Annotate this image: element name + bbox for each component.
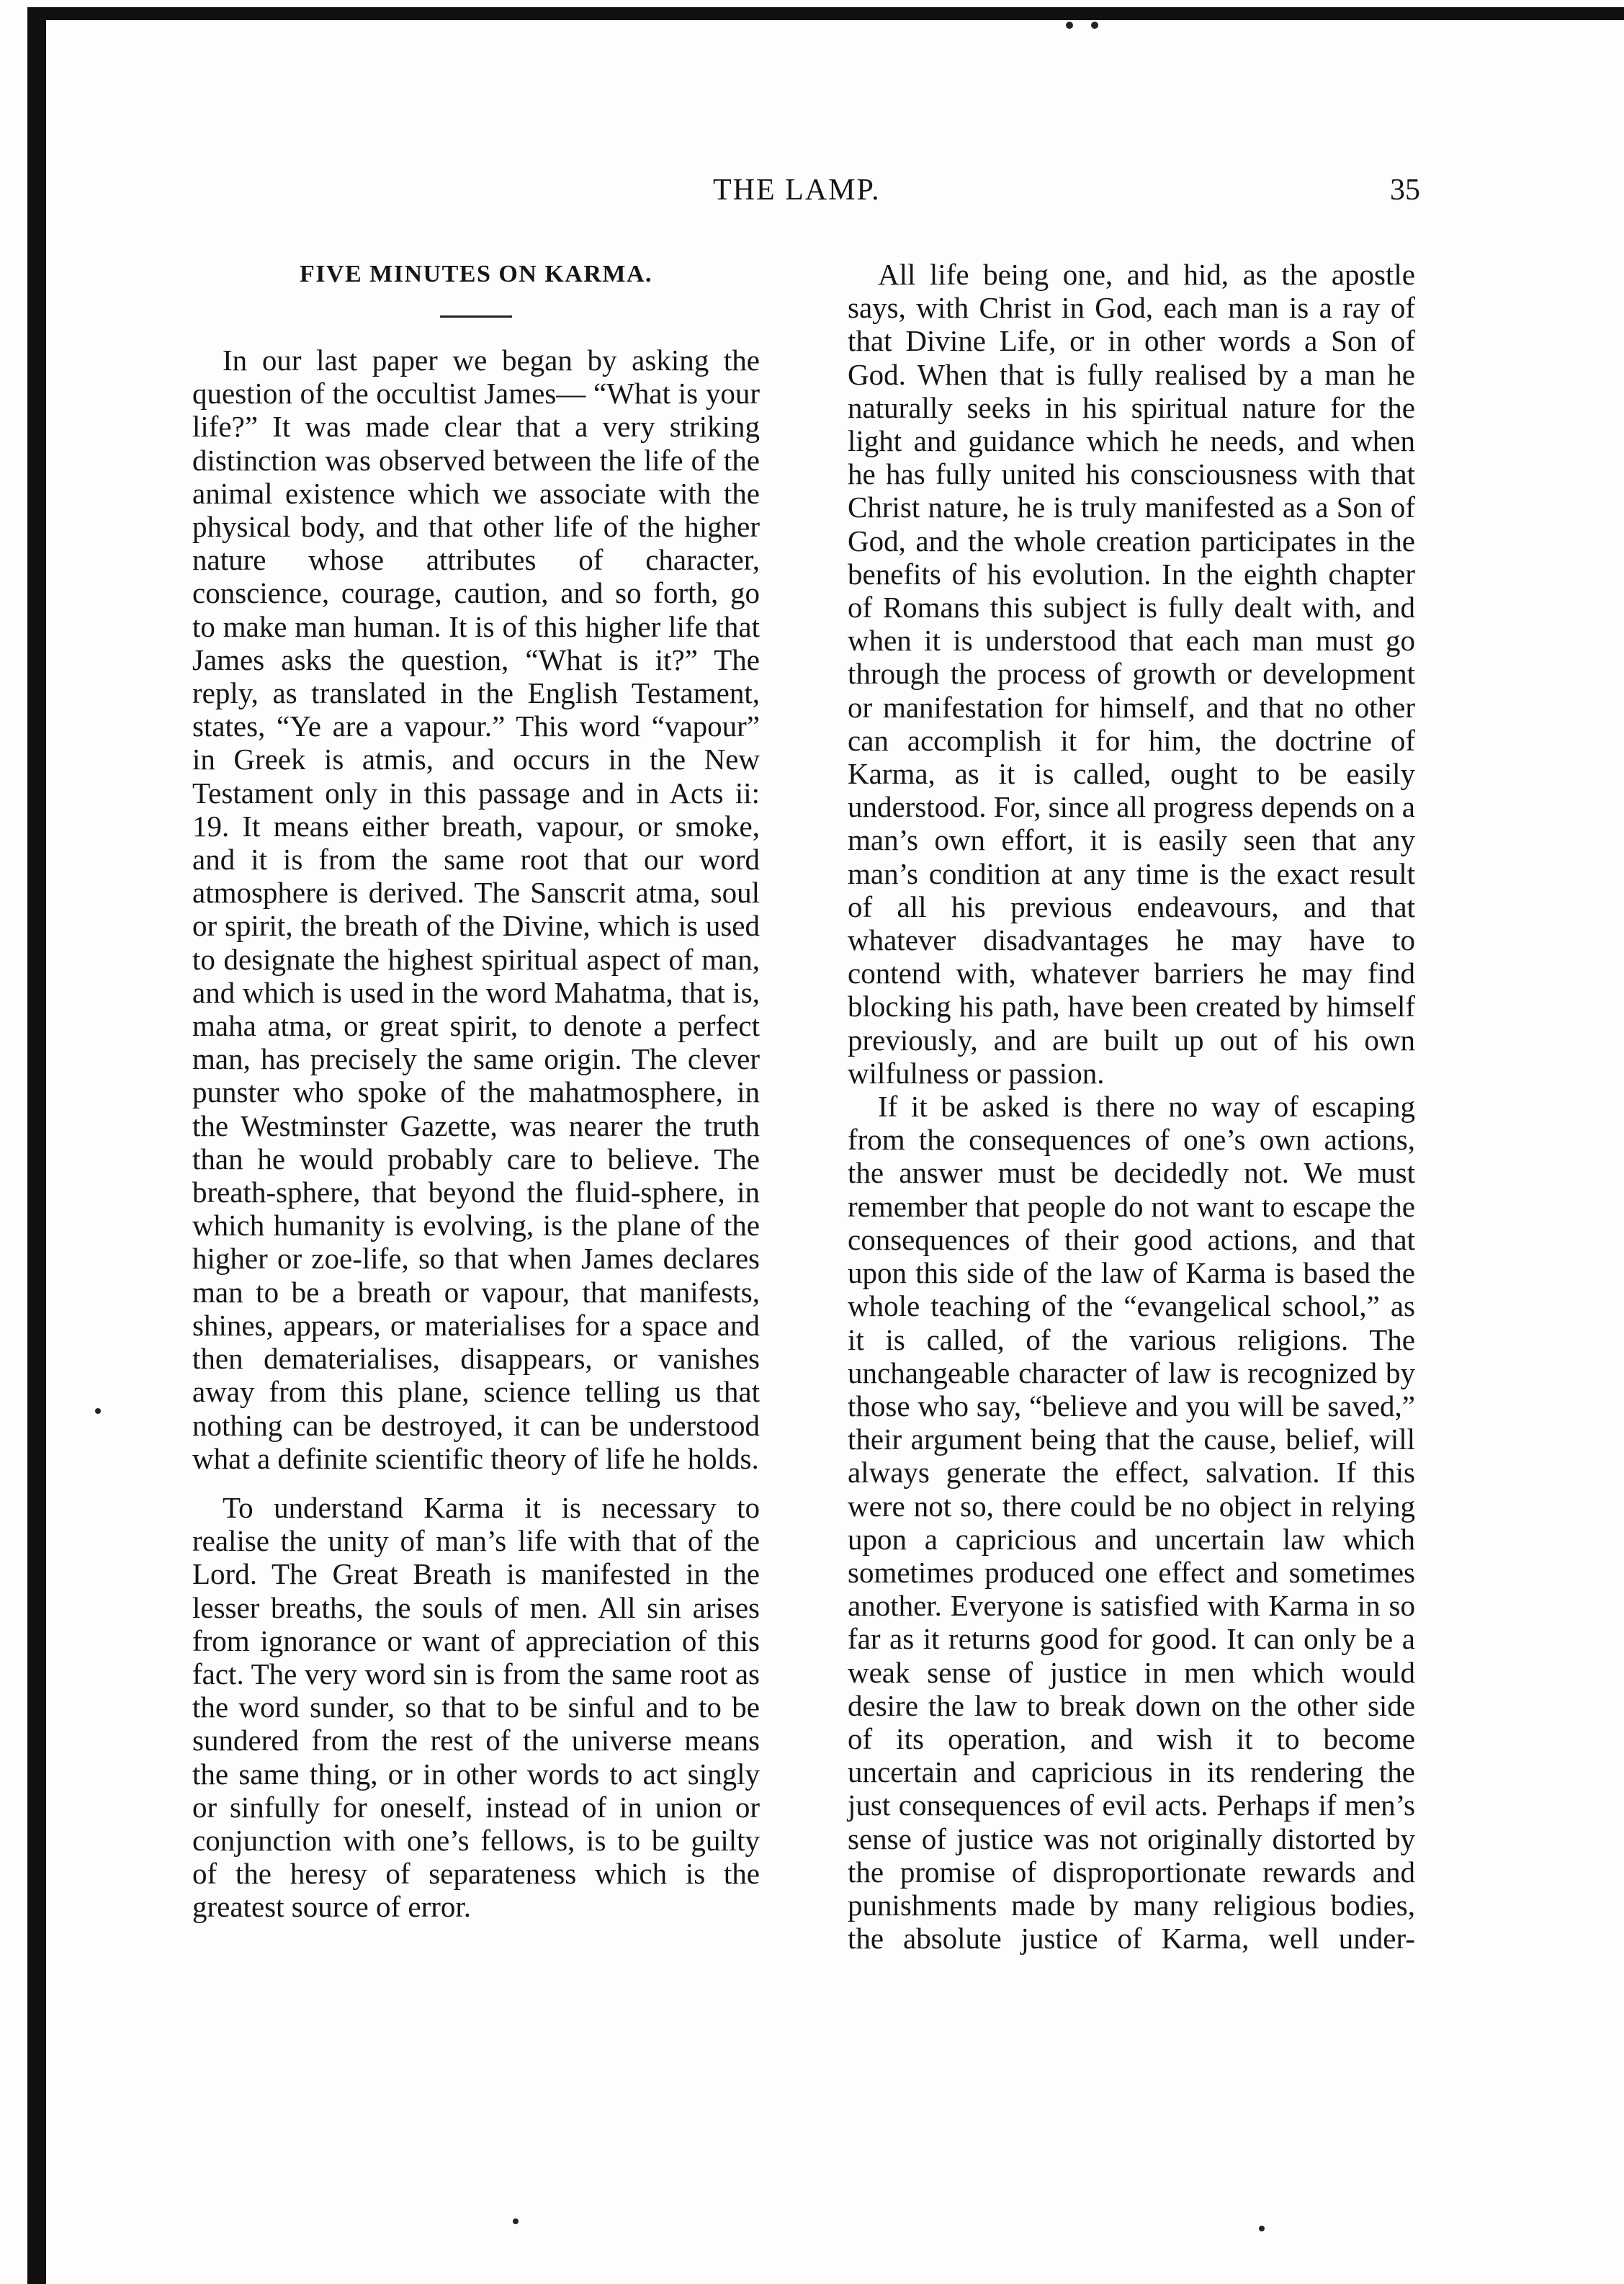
paragraph: All life being one, and hid, as the apostle says, with Christ in God, each man is a ray of that Divine Life, or in other words a Son of God. When that is fully realised by a man he naturally seeks in his spiritual nature for the light and guidance which he needs, and when he has fully united his consciousness with that Christ nature, he is truly manifested as a Son of God, and the whole creation participates in the benefits of his evolution. In the eighth chapter of Romans this subject is fully dealt with, and when it is understood that each man must go through the process of growth or development or manifestation for himself, and that no other can accomplish it for him, the doctrine of Karma, as it is called, ought to be easily understood. For, since all progress depends on a man’s own effort, it is easily seen that any man’s condition at any time is the exact result of all his previous endeavours, and that whatever disadvantages he may have to contend with, whatever barriers he may find blocking his path, have been created by himself previously, and are built up out of his own wilfulness or passion. [848, 258, 1415, 1090]
left-column [192, 258, 760, 1924]
right-column [848, 258, 1415, 1955]
paragraph: If it be asked is there no way of escaping from the consequences of one’s own actions, the answer must be decidedly not. We must remember that people do not want to escape the consequences of their good actions, and that upon this side of the law of Karma is based the whole teaching of the “evangelical school,” as it is called, of the various religions. The unchangeable character of law is recognized by those who say, “believe and you will be saved,” their argument being that the cause, belief, will always generate the effect, salvation. If this were not so, there could be no object in relying upon a capricious and uncertain law which sometimes produced one effect and sometimes another. Everyone is satisfied with Karma in so far as it returns good for good. It can only be a weak sense of justice in men which would desire the law to break down on the other side of its operation, and wish it to become uncertain and capricious in its rendering the just consequences of evil acts. Perhaps if men’s sense of justice was not originally distorted by the promise of disproportionate rewards and punishments made by many religious bodies, the absolute justice of Karma, well under- [848, 1090, 1415, 1956]
print-speck [1259, 2226, 1265, 2231]
article-title: FIVE MINUTES ON KARMA. [299, 261, 653, 287]
print-speck [1066, 22, 1073, 29]
left-border-rule [27, 7, 46, 2284]
paragraph: In our last paper we began by asking the question of the occultist James— “What is your life?” It was made clear that a very striking distinction was observed between the life of the animal existence which we associate with the physical body, and that other life of the higher nature whose attributes of character, conscience, courage, caution, and so forth, go to make man human. It is of this higher life that James asks the question, “What is it?” The reply, as translated in the English Testament, states, “Ye are a vapour.” This word “vapour” in Greek is atmis, and occurs in the New Testament only in this passage and in Acts ii: 19. It means either breath, vapour, or smoke, and it is from the same root that our word atmosphere is derived. The Sanscrit atma, soul or spirit, the breath of the Divine, which is used to designate the highest spiritual aspect of man, and which is used in the word Mahatma, that is, maha atma, or great spirit, to denote a perfect man, has precisely the same origin. The clever punster who spoke of the mahatmosphere, in the Westminster Gazette, was nearer the truth than he would probably care to believe. The breath-sphere, that beyond the fluid-sphere, in which humanity is evolving, is the plane of the higher or zoe-life, so that when James declares man to be a breath or vapour, that manifests, shines, appears, or materialises for a space and then dematerialises, disappears, or vanishes away from this plane, science telling us that nothing can be destroyed, it can be understood what a definite scientific theory of life he holds. [192, 344, 760, 1475]
top-border-rule [27, 7, 1624, 20]
running-head: THE LAMP. [713, 174, 881, 207]
print-speck [1091, 22, 1098, 29]
title-divider [440, 315, 512, 318]
print-speck [513, 2218, 519, 2224]
page-number: 35 [1390, 174, 1420, 207]
print-speck [95, 1408, 101, 1414]
page-header [0, 173, 1624, 216]
paragraph: To understand Karma it is necessary to realise the unity of man’s life with that of the Lord. The Great Breath is manifested in the lesser breaths, the souls of men. All sin arises from ignorance or want of appreciation of this fact. The very word sin is from the same root as the word sunder, so that to be sinful and to be sundered from the rest of the universe means the same thing, or in other words to act singly or sinfully for oneself, instead of in union or conjunction with one’s fellows, is to be guilty of the heresy of separateness which is the greatest source of error. [192, 1490, 760, 1924]
